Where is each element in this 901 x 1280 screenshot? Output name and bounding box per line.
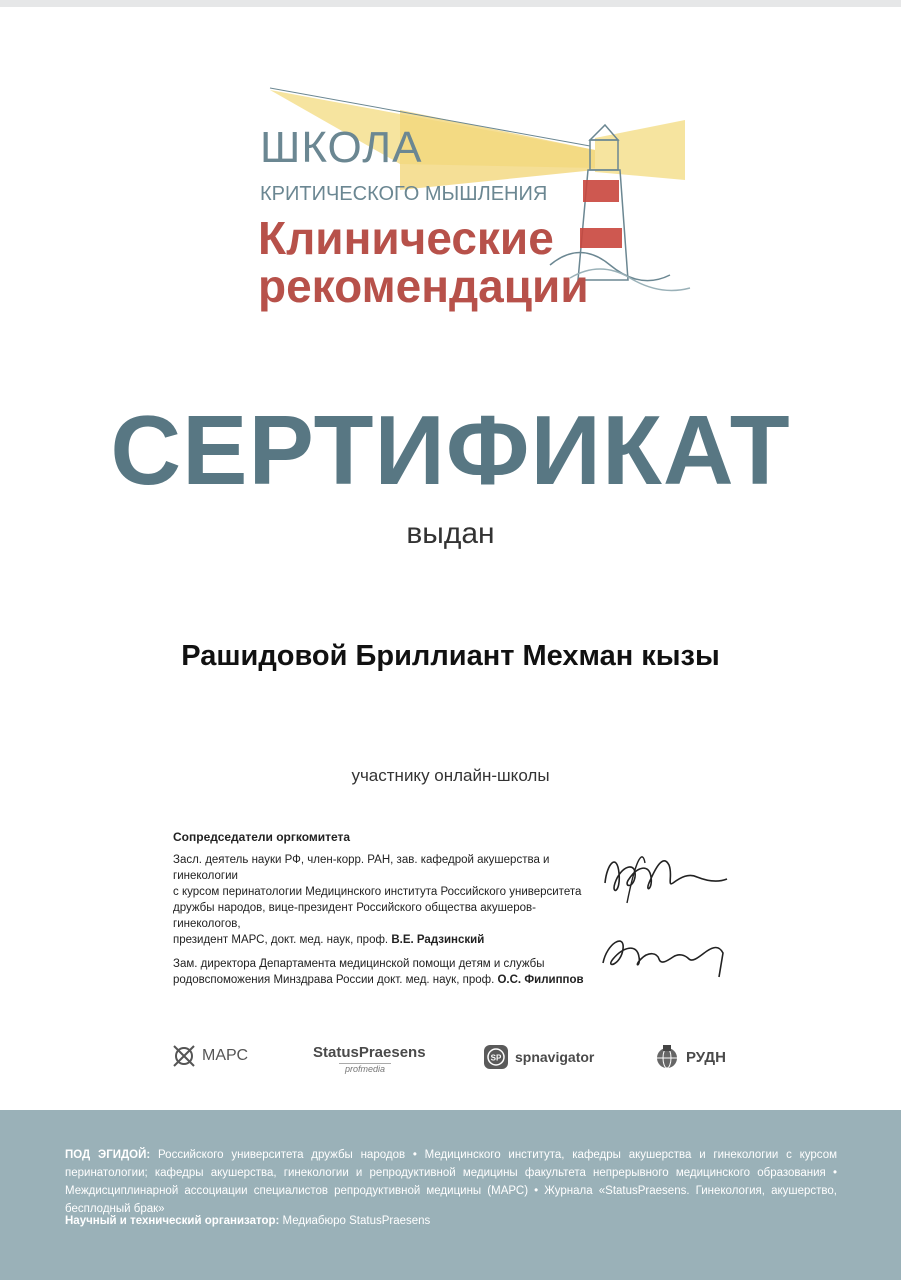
member2-line2 bbox=[173, 972, 593, 988]
footer-band bbox=[0, 1110, 901, 1280]
spnavigator-icon bbox=[483, 1044, 509, 1070]
footer-aegis bbox=[65, 1146, 837, 1218]
committee-heading: Сопредседатели оргкомитета bbox=[173, 830, 351, 844]
issued-label: выдан bbox=[406, 517, 495, 550]
member1-line3: дружбы народов, вице-президент Российского общества акушеров-гинекологов, bbox=[173, 902, 536, 930]
partner-logos bbox=[0, 1036, 901, 1076]
member2-name: О.С. Филиппов bbox=[497, 974, 584, 986]
committee-member-2 bbox=[173, 956, 593, 988]
member2-line1: Зам. директора Департамента медицинской помощи детям и службы bbox=[173, 958, 545, 970]
logo-school: ШКОЛА bbox=[260, 123, 423, 172]
logo-critical-thinking: КРИТИЧЕСКОГО МЫШЛЕНИЯ bbox=[260, 183, 548, 205]
recipient-name: Рашидовой Бриллиант Мехман кызы bbox=[181, 640, 720, 672]
recipient-role: участнику онлайн-школы bbox=[351, 766, 550, 785]
signature-filippov bbox=[597, 925, 737, 985]
school-logo bbox=[250, 80, 700, 320]
committee-member-1 bbox=[173, 852, 593, 948]
organizing-committee bbox=[173, 828, 593, 996]
member1-name: В.Е. Радзинский bbox=[391, 934, 485, 946]
partner-spnavigator bbox=[483, 1044, 594, 1070]
organizer-text: Медиабюро StatusPraesens bbox=[282, 1215, 431, 1227]
partner-rudn bbox=[652, 1044, 726, 1070]
rudn-label: РУДН bbox=[686, 1048, 726, 1066]
statuspraesens-sub: profmedia bbox=[339, 1063, 391, 1074]
member2-title: родовспоможения Минздрава России докт. мед. наук, проф. bbox=[173, 974, 495, 986]
member1-line4 bbox=[173, 932, 593, 948]
organizer-label: Научный и технический организатор: bbox=[65, 1215, 280, 1227]
footer-organizer bbox=[65, 1212, 430, 1230]
spnavigator-badge: SP bbox=[490, 1053, 502, 1063]
spnavigator-label: spnavigator bbox=[515, 1049, 595, 1065]
partner-mars bbox=[172, 1044, 248, 1068]
logo-clinical: Клинические bbox=[258, 212, 554, 264]
member1-line1: Засл. деятель науки РФ, член-корр. РАН, зав. кафедрой акушерства и гинекологии bbox=[173, 854, 550, 882]
member1-line2: с курсом перинатологии Медицинского института Российского университета bbox=[173, 886, 582, 898]
member1-title: президент МАРС, докт. мед. наук, проф. bbox=[173, 934, 389, 946]
mars-icon bbox=[172, 1044, 196, 1068]
rudn-emblem-icon bbox=[652, 1044, 682, 1070]
aegis-text: Российского университета дружбы народов • Медицинского института, кафедры акушерства и гинекологии с курсом перинатологии; кафедры акушерства, гинекологии и репродуктивной медицины факультета непрерывного медицинского образования • Междисциплинарной ассоциации специалистов репродуктивной медицины (МАРС) • Журнала «StatusPraesens. Гинекология, акушерство, бесплодный брак» bbox=[65, 1149, 837, 1215]
statuspraesens-label: StatusPraesens bbox=[313, 1044, 426, 1061]
partner-statuspraesens bbox=[313, 1044, 426, 1074]
logo-recommendations: рекомендации bbox=[258, 260, 589, 312]
top-strip bbox=[0, 0, 901, 7]
certificate-title: СЕРТИФИКАТ bbox=[110, 395, 791, 505]
aegis-label: ПОД ЭГИДОЙ: bbox=[65, 1149, 151, 1161]
signature-radzinsky bbox=[597, 843, 737, 913]
mars-label: МАРС bbox=[202, 1047, 249, 1064]
